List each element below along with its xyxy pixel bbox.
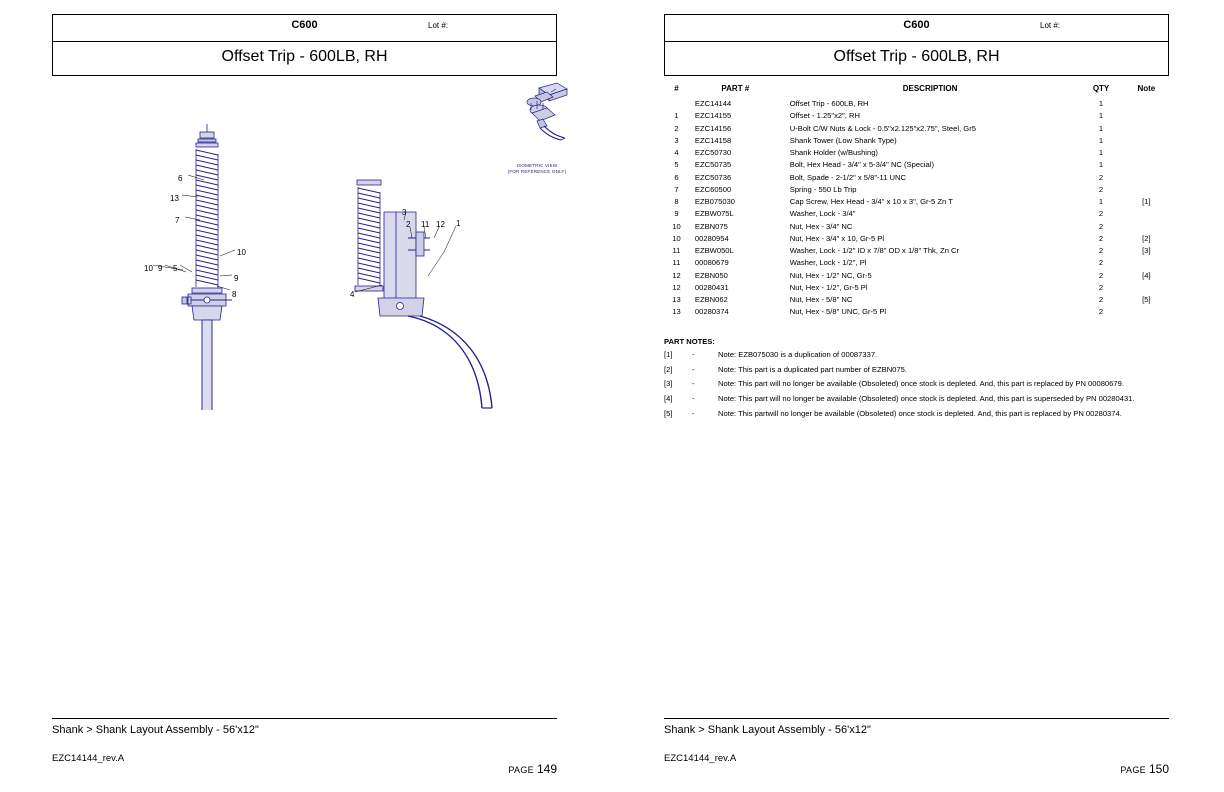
cell-desc: Offset - 1.25"x2", RH	[789, 111, 860, 121]
cell-qty: 2	[1098, 307, 1104, 317]
cell-part: 00280954	[694, 233, 729, 243]
part-note-item	[664, 409, 1169, 420]
part-note-dash: -	[692, 364, 695, 374]
right-document-id: EZC14144_rev.A	[664, 753, 737, 764]
cell-desc: Bolt, Spade - 2-1/2" x 5/8"-11 UNC	[789, 172, 907, 182]
cell-num	[664, 98, 689, 110]
cell-part: EZC14155	[694, 111, 732, 121]
part-note-tag: [4]	[664, 393, 673, 403]
cell-num: 5	[674, 160, 679, 170]
column-header-desc: DESCRIPTION	[902, 84, 958, 93]
table-row	[664, 135, 1169, 147]
right-page-word: PAGE	[1120, 765, 1146, 775]
table-row	[664, 282, 1169, 294]
callout-7: 7	[175, 216, 180, 225]
left-document-id: EZC14144_rev.A	[52, 753, 125, 764]
cell-desc: Spring - 550 Lb Trip	[789, 184, 857, 194]
cell-part: EZB075030	[694, 197, 736, 206]
callout-6: 6	[178, 174, 183, 183]
table-row	[664, 306, 1169, 318]
cell-qty: 2	[1098, 221, 1104, 231]
cell-note	[1124, 257, 1169, 269]
table-row	[664, 233, 1169, 245]
right-header-top-row	[665, 15, 1168, 42]
parts-table	[664, 84, 1169, 319]
cell-note	[1124, 221, 1169, 233]
cell-desc: Bolt, Hex Head - 3/4" x 5-3/4" NC (Special)	[789, 160, 934, 170]
left-header-title: Offset Trip - 600LB, RH	[221, 48, 388, 65]
part-note-item	[664, 379, 1169, 390]
cell-num: 11	[672, 246, 681, 255]
cell-desc: Washer, Lock - 1/2" ID x 7/8" OD x 1/8" Thk, Zn Cr	[789, 246, 960, 255]
cell-num: 13	[672, 295, 681, 304]
part-notes-list	[664, 350, 1169, 423]
cell-num: 12	[672, 282, 681, 292]
table-row	[664, 257, 1169, 269]
right-header-box	[664, 14, 1169, 76]
cell-qty: 2	[1098, 295, 1104, 304]
cell-note	[1124, 147, 1169, 159]
cell-qty: 1	[1098, 111, 1104, 121]
cell-num: 9	[674, 209, 679, 219]
cell-part: 00080679	[694, 258, 729, 268]
right-page	[612, 0, 1224, 792]
isometric-view-note: ISOMETRIC VIEW (FOR REFERENCE ONLY)	[507, 163, 567, 175]
cell-part: EZC14158	[694, 135, 732, 145]
part-note-dash: -	[692, 350, 695, 359]
right-footer-rule	[664, 718, 1169, 719]
callout-5: 5	[173, 264, 178, 273]
cell-qty: 2	[1098, 172, 1104, 182]
callout-13: 13	[170, 194, 179, 203]
cell-part: EZC50735	[694, 160, 732, 170]
cell-note	[1124, 282, 1169, 294]
right-page-num: 150	[1148, 762, 1169, 776]
cell-note: [4]	[1142, 270, 1151, 280]
part-note-item	[664, 394, 1169, 405]
left-header-top-row	[53, 15, 556, 42]
left-header-model: C600	[291, 19, 318, 31]
right-header-lot-label: Lot #:	[1040, 21, 1061, 30]
callout-12: 12	[436, 220, 445, 229]
table-row	[664, 159, 1169, 171]
cell-desc: Offset Trip - 600LB, RH	[789, 99, 869, 108]
cell-part: EZC50736	[694, 172, 732, 182]
cell-desc: Shank Tower (Low Shank Type)	[789, 135, 897, 145]
cell-note	[1124, 306, 1169, 318]
cell-desc: Washer, Lock - 3/4"	[789, 209, 856, 219]
cell-qty: 2	[1098, 233, 1104, 243]
callout-10-right: 10	[237, 248, 246, 257]
column-header-num: #	[674, 84, 679, 93]
table-body	[664, 98, 1169, 319]
part-note-text: Note: This part is a duplicated part number of EZBN075.	[718, 364, 907, 374]
cell-part: EZBW075L	[694, 209, 734, 219]
left-page-number	[508, 762, 557, 776]
callout-10-left: 10	[144, 264, 153, 273]
left-page-num: 149	[536, 762, 557, 776]
cell-part: 00280374	[694, 307, 729, 317]
callout-3: 3	[402, 208, 407, 217]
part-note-text: Note: This part will no longer be available (Obsoleted) once stock is depleted. And, this part is superseded by PN 00280431.	[718, 393, 1135, 403]
cell-num: 12	[672, 270, 681, 280]
cell-desc: Nut, Hex - 5/8" NC	[789, 295, 853, 304]
part-notes-title: PART NOTES:	[664, 337, 715, 346]
cell-qty: 1	[1098, 160, 1104, 170]
cell-num: 11	[672, 258, 681, 268]
left-page-word: PAGE	[508, 765, 534, 775]
cell-qty: 1	[1098, 123, 1104, 133]
part-note-item	[664, 365, 1169, 376]
cell-num: 8	[674, 197, 679, 206]
cell-qty: 2	[1098, 270, 1104, 280]
table-row	[664, 208, 1169, 220]
cell-desc: Shank Holder (w/Bushing)	[789, 148, 878, 157]
cell-desc: Nut, Hex - 3/4" NC	[789, 221, 853, 231]
cell-part: EZC14144	[694, 99, 732, 108]
column-header-part: PART #	[721, 84, 750, 93]
right-header-model: C600	[903, 19, 930, 31]
cell-part: EZC60500	[694, 184, 732, 194]
cell-desc: Cap Screw, Hex Head - 3/4" x 10 x 3", Gr-5 Zn T	[789, 197, 953, 206]
cell-note	[1124, 135, 1169, 147]
cell-note	[1124, 98, 1169, 110]
table-row	[664, 110, 1169, 122]
cell-qty: 2	[1098, 258, 1104, 268]
cell-desc: U-Bolt C/W Nuts & Lock - 0.5"x2.125"x2.75", Steel, Gr5	[789, 123, 976, 133]
cell-desc: Washer, Lock - 1/2", Pl	[789, 258, 867, 268]
part-note-dash: -	[692, 408, 695, 418]
part-note-tag: [1]	[664, 350, 673, 359]
cell-num: 10	[672, 221, 681, 231]
cell-note: [5]	[1142, 295, 1151, 304]
left-breadcrumb: Shank > Shank Layout Assembly - 56'x12"	[52, 724, 259, 736]
cell-desc: Nut, Hex - 1/2" NC, Gr-5	[789, 270, 872, 280]
table-row	[664, 184, 1169, 196]
cell-note	[1124, 172, 1169, 184]
callout-9-right: 9	[234, 274, 239, 283]
part-note-tag: [5]	[664, 408, 673, 418]
cell-part: EZBN050	[694, 270, 728, 280]
callout-8: 8	[232, 290, 237, 299]
cell-num: 4	[674, 148, 679, 157]
cell-note	[1124, 159, 1169, 171]
cell-qty: 2	[1098, 246, 1104, 255]
cell-qty: 1	[1098, 197, 1104, 206]
table-row	[664, 147, 1169, 159]
left-illustration	[52, 80, 567, 370]
cell-note: [3]	[1142, 246, 1151, 255]
cell-note: [2]	[1142, 233, 1151, 243]
part-note-tag: [2]	[664, 364, 673, 374]
cell-desc: Nut, Hex - 5/8" UNC, Gr-5 Pl	[789, 307, 887, 317]
cell-qty: 2	[1098, 184, 1104, 194]
table-row	[664, 172, 1169, 184]
callout-4: 4	[350, 290, 355, 299]
part-note-dash: -	[692, 379, 695, 389]
callout-2: 2	[406, 220, 411, 229]
cell-note	[1124, 123, 1169, 135]
cell-note	[1124, 110, 1169, 122]
cell-num: 10	[672, 233, 681, 243]
left-footer-rule	[52, 718, 557, 719]
right-breadcrumb: Shank > Shank Layout Assembly - 56'x12"	[664, 724, 871, 736]
callout-9-left: 9	[158, 264, 163, 273]
part-note-tag: [3]	[664, 379, 673, 389]
callout-11: 11	[421, 220, 430, 229]
right-header-title: Offset Trip - 600LB, RH	[833, 48, 1000, 65]
cell-note: [1]	[1142, 197, 1151, 206]
cell-note	[1124, 208, 1169, 220]
table-row	[664, 196, 1169, 208]
cell-num: 7	[674, 184, 679, 194]
column-header-note: Note	[1137, 84, 1156, 93]
cell-note	[1124, 184, 1169, 196]
table-row	[664, 245, 1169, 257]
part-note-text: Note: This part will no longer be available (Obsoleted) once stock is depleted. And, this part is replaced by PN 00080679.	[718, 379, 1124, 389]
part-note-text: Note: EZB075030 is a duplication of 00087337.	[718, 350, 878, 359]
right-page-number	[1120, 762, 1169, 776]
callout-leader-lines	[52, 80, 557, 370]
cell-part: EZBN062	[694, 295, 728, 304]
cell-qty: 1	[1098, 99, 1104, 108]
cell-part: EZC14156	[694, 123, 732, 133]
cell-part: EZC50730	[694, 148, 732, 157]
left-header-box	[52, 14, 557, 76]
cell-qty: 1	[1098, 148, 1104, 157]
cell-num: 1	[674, 111, 679, 121]
cell-desc: Nut, Hex - 3/4" x 10, Gr-5 Pl	[789, 233, 885, 243]
cell-num: 2	[674, 123, 679, 133]
table-row	[664, 98, 1169, 110]
cell-part: 00280431	[694, 282, 729, 292]
cell-qty: 2	[1098, 209, 1104, 219]
cell-num: 3	[674, 135, 679, 145]
cell-part: EZBW050L	[694, 246, 734, 255]
cell-desc: Nut, Hex - 1/2", Gr-5 Pl	[789, 282, 868, 292]
part-note-item	[664, 350, 1169, 361]
cell-num: 13	[672, 307, 681, 317]
table-row	[664, 123, 1169, 135]
table-row	[664, 221, 1169, 233]
cell-qty: 2	[1098, 282, 1104, 292]
cell-qty: 1	[1098, 135, 1104, 145]
table-header-row	[664, 84, 1169, 98]
part-note-dash: -	[692, 393, 695, 403]
left-header-lot-label: Lot #:	[428, 21, 449, 30]
table-row	[664, 270, 1169, 282]
cell-part: EZBN075	[694, 221, 728, 231]
cell-num: 6	[674, 172, 679, 182]
table-row	[664, 294, 1169, 306]
part-note-text: Note: This partwill no longer be available (Obsoleted) once stock is depleted. And, this part is replaced by PN 00280374.	[718, 408, 1122, 418]
column-header-qty: QTY	[1092, 84, 1110, 93]
callout-1: 1	[456, 219, 461, 228]
